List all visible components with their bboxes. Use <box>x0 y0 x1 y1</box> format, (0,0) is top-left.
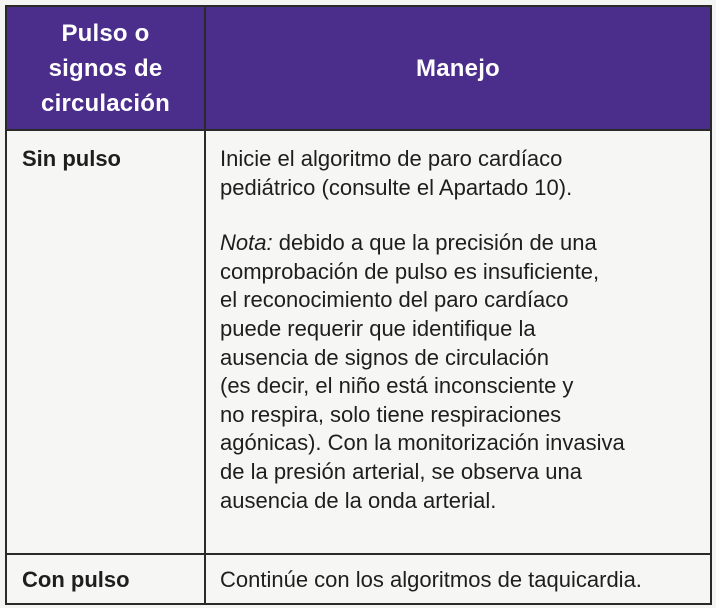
text-line: Continúe con los algoritmos de taquicardia. <box>220 567 642 592</box>
header-management: Manejo <box>205 6 711 130</box>
header-pulse-line: Pulso o <box>61 19 150 47</box>
text-line: de la presión arterial, se observa una <box>220 458 582 484</box>
table-row <box>6 130 711 554</box>
text-line: Inicie el algoritmo de paro cardíaco <box>220 146 563 171</box>
text-line: puede requerir que identifique la <box>220 315 536 341</box>
header-pulse-signs <box>6 6 205 130</box>
header-pulse-line: circulación <box>41 89 170 117</box>
text-line: no respira, solo tiene respiraciones <box>220 401 562 427</box>
header-pulse-line: signos de <box>48 54 163 82</box>
text-line: el reconocimiento del paro cardíaco <box>220 287 569 313</box>
row-label-with-pulse: Con pulso <box>6 554 205 604</box>
text-line: pediátrico (consulte el Apartado 10). <box>220 174 573 200</box>
table-row <box>6 554 711 604</box>
pulse-management-table <box>5 5 712 605</box>
instruction-paragraph <box>220 145 700 202</box>
text-line: ausencia de signos de circulación <box>220 344 549 370</box>
note-paragraph <box>220 229 700 515</box>
table-header-row <box>6 6 711 130</box>
text-line: comprobación de pulso es insuficiente, <box>220 258 600 284</box>
row-management-no-pulse <box>205 130 711 554</box>
row-management-with-pulse <box>205 554 711 604</box>
instruction-paragraph <box>220 566 700 595</box>
text-line: (es decir, el niño está inconsciente y <box>220 373 574 399</box>
text-line: agónicas). Con la monitorización invasiva <box>220 430 625 456</box>
row-label-no-pulse: Sin pulso <box>6 130 205 554</box>
text-line: debido a que la precisión de una <box>272 230 597 256</box>
text-line: ausencia de la onda arterial. <box>220 487 497 513</box>
note-label: Nota: <box>220 230 273 256</box>
